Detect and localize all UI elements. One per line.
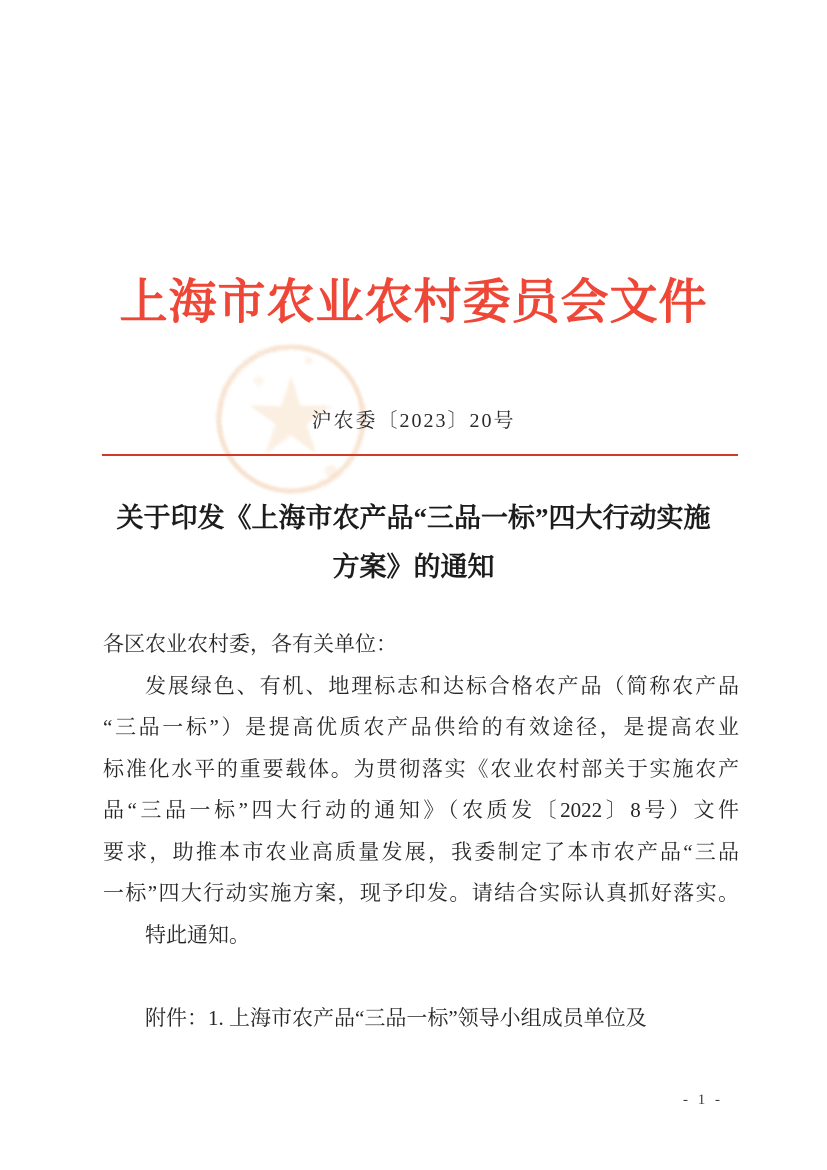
body-line: 发展绿色、有机、地理标志和达标合格农产品（简称农产品 xyxy=(145,673,739,698)
blank-line xyxy=(103,956,739,998)
document-title-line-1: 关于印发《上海市农产品“三品一标”四大行动实施 xyxy=(116,503,711,533)
document-body xyxy=(103,624,739,1039)
body-line: “三品一标”）是提高优质农产品供给的有效途径，是提高农业 xyxy=(103,715,739,739)
body-line: 一标”四大行动实施方案，现予印发。请结合实际认真抓好落实。 xyxy=(103,881,739,905)
page-number: - 1 - xyxy=(683,1092,723,1108)
document-number: 沪农委〔2023〕20号 xyxy=(311,410,516,432)
attachment-line: 附件：1. 上海市农产品“三品一标”领导小组成员单位及 xyxy=(145,1005,647,1030)
salutation-line: 各区农业农村委，各有关单位： xyxy=(103,632,397,656)
closing-line: 特此通知。 xyxy=(145,922,250,947)
document-title xyxy=(60,494,767,592)
body-line: 品“三品一标”四大行动的通知》（农质发〔2022〕8号）文件 xyxy=(103,798,739,822)
body-line: 标准化水平的重要载体。为贯彻落实《农业农村部关于实施农产 xyxy=(103,756,739,781)
document-header-title: 上海市农业农村委员会文件 xyxy=(119,276,708,329)
body-line: 要求，助推本市农业高质量发展，我委制定了本市农产品“三品 xyxy=(103,839,739,864)
red-header-rule xyxy=(102,454,738,456)
document-title-line-2: 方案》的通知 xyxy=(332,552,495,582)
